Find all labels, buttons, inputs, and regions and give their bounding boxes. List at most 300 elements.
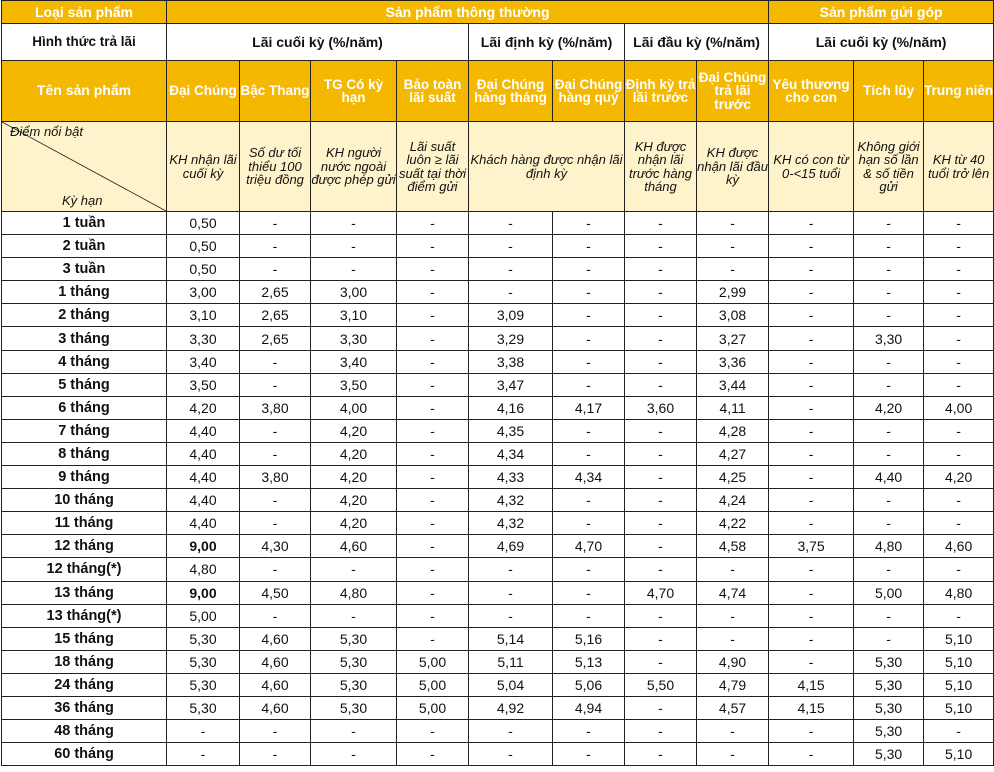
rate-cell: - bbox=[240, 442, 311, 465]
rate-cell: - bbox=[924, 281, 994, 304]
rate-cell: 5,11 bbox=[469, 650, 553, 673]
rate-cell: - bbox=[625, 419, 697, 442]
table-row bbox=[2, 489, 994, 512]
rate-cell: 3,75 bbox=[769, 535, 854, 558]
rate-cell: - bbox=[625, 743, 697, 766]
rate-cell: - bbox=[854, 258, 924, 281]
rate-cell: 4,80 bbox=[167, 558, 240, 581]
rate-cell: 5,10 bbox=[924, 743, 994, 766]
rate-cell: - bbox=[397, 466, 469, 489]
table-row bbox=[2, 419, 994, 442]
rate-cell: 3,00 bbox=[167, 281, 240, 304]
rate-cell: 4,11 bbox=[697, 396, 769, 419]
term-cell: 3 tuần bbox=[2, 258, 167, 281]
diem-noi-bat-label: Điểm nổi bật bbox=[10, 124, 83, 139]
rate-cell: 4,74 bbox=[697, 581, 769, 604]
rate-cell: - bbox=[625, 650, 697, 673]
feature-cell: KH có con từ 0-<15 tuổi bbox=[769, 122, 854, 212]
rate-cell: - bbox=[854, 304, 924, 327]
rate-cell: 4,20 bbox=[311, 512, 397, 535]
rate-cell: 3,00 bbox=[311, 281, 397, 304]
rate-cell: - bbox=[769, 466, 854, 489]
feature-cell: Số dư tối thiểu 100 triệu đồng bbox=[240, 122, 311, 212]
rate-cell: 5,50 bbox=[625, 673, 697, 696]
rate-cell: 9,00 bbox=[167, 535, 240, 558]
rate-cell: - bbox=[553, 581, 625, 604]
product-header: Đại Chúng hàng tháng bbox=[469, 61, 553, 122]
rate-cell: - bbox=[625, 696, 697, 719]
rate-cell: - bbox=[397, 442, 469, 465]
rate-cell: - bbox=[697, 212, 769, 235]
term-cell: 2 tháng bbox=[2, 304, 167, 327]
rate-cell: 3,40 bbox=[167, 350, 240, 373]
rate-cell: - bbox=[769, 743, 854, 766]
rate-cell: - bbox=[625, 304, 697, 327]
rate-cell: - bbox=[697, 604, 769, 627]
rate-cell: - bbox=[240, 743, 311, 766]
feature-cell: KH được nhận lãi đầu kỳ bbox=[697, 122, 769, 212]
rate-cell: - bbox=[924, 373, 994, 396]
rate-cell: 4,80 bbox=[854, 535, 924, 558]
rate-cell: - bbox=[854, 235, 924, 258]
rate-cell: 5,00 bbox=[397, 650, 469, 673]
product-header: Bậc Thang bbox=[240, 61, 311, 122]
rate-cell: - bbox=[469, 235, 553, 258]
rate-cell: 4,60 bbox=[311, 535, 397, 558]
rate-cell: 3,30 bbox=[167, 327, 240, 350]
rate-cell: 3,09 bbox=[469, 304, 553, 327]
rate-cell: - bbox=[769, 373, 854, 396]
rate-cell: 4,32 bbox=[469, 489, 553, 512]
rate-cell: 4,33 bbox=[469, 466, 553, 489]
rate-cell: 5,30 bbox=[311, 673, 397, 696]
rate-cell: - bbox=[397, 212, 469, 235]
rate-cell: 4,40 bbox=[854, 466, 924, 489]
rate-cell: 4,25 bbox=[697, 466, 769, 489]
rate-cell: - bbox=[769, 604, 854, 627]
rate-cell: 4,27 bbox=[697, 442, 769, 465]
rate-cell: - bbox=[769, 558, 854, 581]
rate-cell: - bbox=[625, 327, 697, 350]
rate-cell: - bbox=[854, 627, 924, 650]
term-cell: 10 tháng bbox=[2, 489, 167, 512]
rate-cell: - bbox=[924, 235, 994, 258]
term-cell: 48 tháng bbox=[2, 720, 167, 743]
table-row bbox=[2, 743, 994, 766]
rate-cell: - bbox=[553, 350, 625, 373]
rate-cell: - bbox=[769, 258, 854, 281]
rate-cell: 4,22 bbox=[697, 512, 769, 535]
rate-cell: 5,30 bbox=[167, 650, 240, 673]
rate-cell: - bbox=[625, 512, 697, 535]
rate-cell: - bbox=[469, 212, 553, 235]
term-cell: 18 tháng bbox=[2, 650, 167, 673]
rate-cell: - bbox=[625, 350, 697, 373]
rate-cell: - bbox=[311, 604, 397, 627]
rate-cell: - bbox=[397, 489, 469, 512]
table-row bbox=[2, 396, 994, 419]
rate-cell: - bbox=[553, 489, 625, 512]
rate-cell: - bbox=[167, 743, 240, 766]
rate-cell: 5,14 bbox=[469, 627, 553, 650]
rate-cell: 5,30 bbox=[167, 627, 240, 650]
term-cell: 13 tháng bbox=[2, 581, 167, 604]
rate-cell: 4,20 bbox=[854, 396, 924, 419]
rate-cell: 4,79 bbox=[697, 673, 769, 696]
rate-cell: 3,40 bbox=[311, 350, 397, 373]
feature-cell: KH người nước ngoài được phép gửi bbox=[311, 122, 397, 212]
feature-cell: KH được nhận lãi trước hàng tháng bbox=[625, 122, 697, 212]
rate-cell: 3,50 bbox=[311, 373, 397, 396]
rate-cell: - bbox=[311, 743, 397, 766]
rate-cell: - bbox=[469, 604, 553, 627]
term-cell: 8 tháng bbox=[2, 442, 167, 465]
rate-cell: 4,69 bbox=[469, 535, 553, 558]
interest-rate-table bbox=[1, 0, 994, 766]
rate-cell: - bbox=[240, 373, 311, 396]
rate-cell: - bbox=[553, 743, 625, 766]
table-row bbox=[2, 466, 994, 489]
rate-cell: 2,65 bbox=[240, 304, 311, 327]
product-header: Bảo toàn lãi suất bbox=[397, 61, 469, 122]
rate-cell: 5,30 bbox=[311, 696, 397, 719]
rate-cell: - bbox=[854, 373, 924, 396]
rate-cell: 3,38 bbox=[469, 350, 553, 373]
rate-cell: - bbox=[469, 743, 553, 766]
rate-cell: - bbox=[697, 627, 769, 650]
rate-cell: 4,58 bbox=[697, 535, 769, 558]
rate-cell: 5,00 bbox=[397, 673, 469, 696]
product-header: Yêu thương cho con bbox=[769, 61, 854, 122]
rate-cell: - bbox=[769, 396, 854, 419]
rate-cell: - bbox=[469, 581, 553, 604]
feature-cell: KH nhận lãi cuối kỳ bbox=[167, 122, 240, 212]
rate-cell: - bbox=[625, 535, 697, 558]
rate-cell: - bbox=[397, 604, 469, 627]
rate-cell: 5,00 bbox=[854, 581, 924, 604]
rate-cell: - bbox=[769, 235, 854, 258]
ky-han-label: Kỳ hạn bbox=[62, 193, 103, 208]
product-header: Trung niên bbox=[924, 61, 994, 122]
rate-cell: - bbox=[553, 373, 625, 396]
rate-cell: 5,00 bbox=[397, 696, 469, 719]
rate-cell: - bbox=[240, 512, 311, 535]
rate-cell: - bbox=[397, 350, 469, 373]
rate-cell: - bbox=[854, 558, 924, 581]
table-row bbox=[2, 696, 994, 719]
term-cell: 24 tháng bbox=[2, 673, 167, 696]
rate-cell: - bbox=[469, 258, 553, 281]
rate-cell: 3,47 bbox=[469, 373, 553, 396]
rate-cell: - bbox=[769, 281, 854, 304]
table-row bbox=[2, 258, 994, 281]
rate-cell: - bbox=[924, 419, 994, 442]
rate-cell: - bbox=[625, 720, 697, 743]
feature-cell: KH từ 40 tuổi trở lên bbox=[924, 122, 994, 212]
rate-cell: 3,30 bbox=[854, 327, 924, 350]
rate-cell: 5,30 bbox=[854, 650, 924, 673]
rate-cell: - bbox=[397, 558, 469, 581]
rate-cell: 4,17 bbox=[553, 396, 625, 419]
table-row bbox=[2, 373, 994, 396]
rate-cell: 2,65 bbox=[240, 327, 311, 350]
rate-cell: 4,28 bbox=[697, 419, 769, 442]
product-header: Đại Chúng trả lãi trước bbox=[697, 61, 769, 122]
term-cell: 4 tháng bbox=[2, 350, 167, 373]
rate-cell: - bbox=[311, 720, 397, 743]
loai-san-pham-label: Loại sản phẩm bbox=[2, 1, 167, 24]
rate-cell: 4,34 bbox=[553, 466, 625, 489]
rate-cell: - bbox=[625, 627, 697, 650]
rate-cell: - bbox=[854, 604, 924, 627]
rate-cell: - bbox=[397, 419, 469, 442]
rate-cell: - bbox=[469, 558, 553, 581]
table-row bbox=[2, 281, 994, 304]
rate-cell: 5,06 bbox=[553, 673, 625, 696]
rate-cell: - bbox=[311, 258, 397, 281]
rate-cell: 4,20 bbox=[167, 396, 240, 419]
term-cell: 13 tháng(*) bbox=[2, 604, 167, 627]
term-cell: 12 tháng(*) bbox=[2, 558, 167, 581]
rate-cell: 5,04 bbox=[469, 673, 553, 696]
term-cell: 9 tháng bbox=[2, 466, 167, 489]
product-header: Định kỳ trả lãi trước bbox=[625, 61, 697, 122]
rate-cell: 4,60 bbox=[240, 696, 311, 719]
rate-cell: - bbox=[311, 235, 397, 258]
rate-cell: - bbox=[924, 558, 994, 581]
rate-cell: 4,15 bbox=[769, 696, 854, 719]
rate-cell: - bbox=[553, 604, 625, 627]
rate-cell: 2,65 bbox=[240, 281, 311, 304]
rate-cell: 4,70 bbox=[553, 535, 625, 558]
rate-cell: - bbox=[854, 212, 924, 235]
rate-cell: 0,50 bbox=[167, 235, 240, 258]
table-row bbox=[2, 650, 994, 673]
rate-cell: - bbox=[553, 258, 625, 281]
rate-cell: 3,80 bbox=[240, 396, 311, 419]
lai-dau-ky-header: Lãi đầu kỳ (%/năm) bbox=[625, 24, 769, 61]
rate-cell: - bbox=[240, 720, 311, 743]
term-cell: 6 tháng bbox=[2, 396, 167, 419]
rate-cell: - bbox=[553, 512, 625, 535]
rate-cell: - bbox=[924, 258, 994, 281]
rate-cell: 9,00 bbox=[167, 581, 240, 604]
rate-cell: - bbox=[769, 327, 854, 350]
rate-cell: - bbox=[469, 720, 553, 743]
table-row bbox=[2, 604, 994, 627]
table-row bbox=[2, 673, 994, 696]
rate-cell: - bbox=[397, 304, 469, 327]
table-row bbox=[2, 558, 994, 581]
rate-cell: - bbox=[397, 535, 469, 558]
hinh-thuc-label: Hình thức trả lãi bbox=[2, 24, 167, 61]
rate-cell: 4,40 bbox=[167, 442, 240, 465]
rate-cell: 3,80 bbox=[240, 466, 311, 489]
rate-cell: - bbox=[553, 235, 625, 258]
rate-cell: 4,20 bbox=[311, 419, 397, 442]
rate-cell: - bbox=[924, 327, 994, 350]
rate-cell: 5,13 bbox=[553, 650, 625, 673]
rate-cell: 4,40 bbox=[167, 489, 240, 512]
rate-cell: - bbox=[397, 396, 469, 419]
rate-cell: - bbox=[625, 373, 697, 396]
rate-cell: 3,10 bbox=[167, 304, 240, 327]
rate-cell: - bbox=[924, 304, 994, 327]
rate-cell: - bbox=[167, 720, 240, 743]
group-thong-thuong: Sản phẩm thông thường bbox=[167, 1, 769, 24]
rate-cell: - bbox=[397, 258, 469, 281]
rate-cell: - bbox=[553, 558, 625, 581]
rate-cell: - bbox=[854, 350, 924, 373]
rate-cell: - bbox=[854, 512, 924, 535]
rate-cell: 5,30 bbox=[854, 720, 924, 743]
rate-cell: - bbox=[924, 720, 994, 743]
rate-cell: 4,34 bbox=[469, 442, 553, 465]
table-row bbox=[2, 512, 994, 535]
rate-cell: 4,00 bbox=[924, 396, 994, 419]
rate-cell: - bbox=[397, 627, 469, 650]
rate-cell: - bbox=[397, 743, 469, 766]
rate-cell: - bbox=[397, 512, 469, 535]
rate-cell: - bbox=[397, 373, 469, 396]
rate-cell: - bbox=[697, 258, 769, 281]
term-cell: 36 tháng bbox=[2, 696, 167, 719]
rate-cell: 4,57 bbox=[697, 696, 769, 719]
table-row bbox=[2, 350, 994, 373]
lai-dinh-ky-header: Lãi định kỳ (%/năm) bbox=[469, 24, 625, 61]
rate-cell: - bbox=[311, 212, 397, 235]
table-row bbox=[2, 327, 994, 350]
term-cell: 5 tháng bbox=[2, 373, 167, 396]
rate-cell: - bbox=[397, 581, 469, 604]
rate-cell: 3,30 bbox=[311, 327, 397, 350]
rate-cell: - bbox=[240, 212, 311, 235]
rate-cell: - bbox=[240, 604, 311, 627]
rate-cell: 4,94 bbox=[553, 696, 625, 719]
rate-cell: - bbox=[625, 558, 697, 581]
rate-cell: 4,40 bbox=[167, 512, 240, 535]
rate-cell: 5,30 bbox=[854, 743, 924, 766]
rate-cell: 5,10 bbox=[924, 673, 994, 696]
rate-cell: - bbox=[553, 442, 625, 465]
group-gui-gop: Sản phẩm gửi góp bbox=[769, 1, 994, 24]
table-row bbox=[2, 235, 994, 258]
rate-cell: 4,60 bbox=[240, 673, 311, 696]
rate-cell: 5,30 bbox=[854, 696, 924, 719]
rate-cell: - bbox=[769, 489, 854, 512]
rate-cell: 4,80 bbox=[924, 581, 994, 604]
term-cell: 7 tháng bbox=[2, 419, 167, 442]
rate-cell: 3,50 bbox=[167, 373, 240, 396]
rate-cell: - bbox=[769, 212, 854, 235]
rate-cell: - bbox=[924, 350, 994, 373]
rate-cell: - bbox=[240, 489, 311, 512]
rate-cell: 4,15 bbox=[769, 673, 854, 696]
rate-cell: 0,50 bbox=[167, 258, 240, 281]
rate-cell: 4,20 bbox=[311, 442, 397, 465]
rate-cell: - bbox=[769, 350, 854, 373]
rate-cell: 4,32 bbox=[469, 512, 553, 535]
rate-cell: - bbox=[697, 743, 769, 766]
product-header: Đại Chúng bbox=[167, 61, 240, 122]
rate-cell: 4,60 bbox=[924, 535, 994, 558]
rate-cell: - bbox=[625, 258, 697, 281]
rate-cell: 4,20 bbox=[924, 466, 994, 489]
rate-cell: - bbox=[397, 720, 469, 743]
rate-cell: - bbox=[924, 512, 994, 535]
feature-cell: Lãi suất luôn ≥ lãi suất tại thời điểm gửi bbox=[397, 122, 469, 212]
rate-cell: 5,30 bbox=[167, 673, 240, 696]
rate-cell: - bbox=[625, 466, 697, 489]
feature-cell: Khách hàng được nhận lãi định kỳ bbox=[469, 122, 625, 212]
term-cell: 12 tháng bbox=[2, 535, 167, 558]
rate-cell: 5,10 bbox=[924, 696, 994, 719]
rate-cell: 4,50 bbox=[240, 581, 311, 604]
rate-cell: 5,16 bbox=[553, 627, 625, 650]
rate-cell: - bbox=[553, 304, 625, 327]
rate-cell: - bbox=[769, 512, 854, 535]
rate-cell: 3,27 bbox=[697, 327, 769, 350]
rate-cell: - bbox=[240, 419, 311, 442]
rate-cell: - bbox=[397, 235, 469, 258]
rate-cell: - bbox=[240, 258, 311, 281]
feature-cell: Không giới hạn số lần & số tiền gửi bbox=[854, 122, 924, 212]
rate-cell: 3,44 bbox=[697, 373, 769, 396]
rate-cell: - bbox=[854, 442, 924, 465]
rate-cell: 5,30 bbox=[311, 650, 397, 673]
rate-cell: 0,50 bbox=[167, 212, 240, 235]
rate-cell: - bbox=[769, 581, 854, 604]
rate-cell: - bbox=[924, 212, 994, 235]
rate-cell: 4,90 bbox=[697, 650, 769, 673]
rate-cell: - bbox=[553, 212, 625, 235]
rate-cell: 4,92 bbox=[469, 696, 553, 719]
diem-noi-bat-ky-han-cell bbox=[2, 122, 167, 212]
table-row bbox=[2, 581, 994, 604]
ten-san-pham-label: Tên sản phẩm bbox=[2, 61, 167, 122]
rate-cell: - bbox=[769, 650, 854, 673]
rate-cell: - bbox=[854, 281, 924, 304]
rate-cell: - bbox=[240, 235, 311, 258]
rate-cell: - bbox=[854, 419, 924, 442]
rate-cell: - bbox=[625, 281, 697, 304]
rate-cell: - bbox=[311, 558, 397, 581]
product-header: Đại Chúng hàng quý bbox=[553, 61, 625, 122]
term-cell: 3 tháng bbox=[2, 327, 167, 350]
rate-cell: 4,80 bbox=[311, 581, 397, 604]
rate-cell: 4,00 bbox=[311, 396, 397, 419]
rate-cell: 5,10 bbox=[924, 650, 994, 673]
term-cell: 1 tuần bbox=[2, 212, 167, 235]
rate-cell: 5,00 bbox=[167, 604, 240, 627]
rate-cell: - bbox=[469, 281, 553, 304]
rate-cell: 3,29 bbox=[469, 327, 553, 350]
rate-cell: - bbox=[240, 558, 311, 581]
rate-cell: - bbox=[553, 327, 625, 350]
rate-cell: 5,30 bbox=[311, 627, 397, 650]
rate-cell: - bbox=[769, 442, 854, 465]
rate-cell: - bbox=[697, 235, 769, 258]
rate-cell: 4,70 bbox=[625, 581, 697, 604]
rate-cell: - bbox=[854, 489, 924, 512]
rate-cell: - bbox=[697, 720, 769, 743]
rate-cell: 5,30 bbox=[167, 696, 240, 719]
term-cell: 15 tháng bbox=[2, 627, 167, 650]
product-header: Tích lũy bbox=[854, 61, 924, 122]
rate-cell: - bbox=[769, 304, 854, 327]
rate-cell: - bbox=[924, 489, 994, 512]
term-cell: 1 tháng bbox=[2, 281, 167, 304]
